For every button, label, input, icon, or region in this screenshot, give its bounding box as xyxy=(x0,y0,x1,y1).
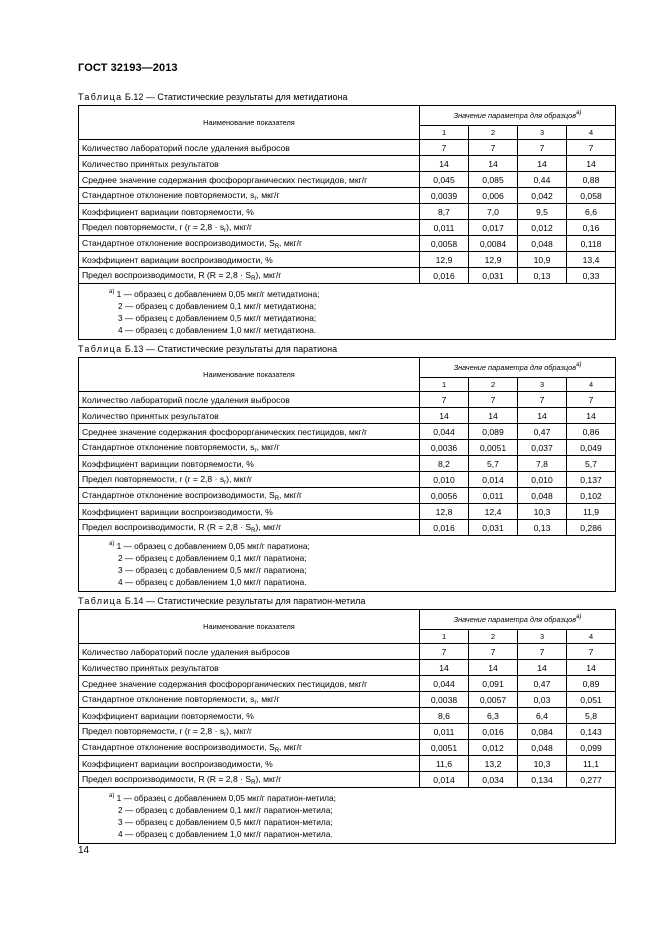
value-cell: 14 xyxy=(518,156,567,172)
footnote-row xyxy=(79,788,616,844)
results-table xyxy=(78,357,616,592)
indicator-name xyxy=(79,392,420,408)
value-cell: 13,2 xyxy=(469,756,518,772)
table-row xyxy=(79,392,616,408)
value-cell: 5,8 xyxy=(567,708,616,724)
indicator-name-text: Количество принятых результатов xyxy=(82,410,219,421)
table-label: Таблица xyxy=(78,596,123,606)
value-cell: 7 xyxy=(567,140,616,156)
footnote-line xyxy=(79,790,615,804)
table-row xyxy=(79,472,616,488)
value-cell: 0,86 xyxy=(567,424,616,440)
indicator-name xyxy=(79,220,420,236)
value-cell: 0,044 xyxy=(420,424,469,440)
document-header: ГОСТ 32193—2013 xyxy=(78,62,178,74)
sample-number-header: 2 xyxy=(469,629,518,643)
footnotes xyxy=(79,284,616,340)
indicator-name xyxy=(79,520,420,536)
indicator-unit: , мкг/г xyxy=(279,741,303,752)
footnote-marker: a) xyxy=(109,793,115,799)
value-cell: 0,011 xyxy=(469,488,518,504)
table-label: Таблица xyxy=(78,344,123,354)
footnote-marker: a) xyxy=(109,541,115,547)
indicator-subscript: R xyxy=(251,275,256,282)
indicator-name xyxy=(79,772,420,788)
footnote-text: 4 — образец с добавлением 1,0 мкг/г паратион-метила. xyxy=(118,829,333,839)
value-cell: 0,010 xyxy=(420,472,469,488)
indicator-name xyxy=(79,252,420,268)
value-cell: 0,048 xyxy=(518,488,567,504)
value-cell: 8,2 xyxy=(420,456,469,472)
indicator-name-text: Стандартное отклонение воспроизводимости, S xyxy=(82,489,275,500)
value-cell: 14 xyxy=(567,660,616,676)
value-cell: 0,0057 xyxy=(469,692,518,708)
value-cell: 10,9 xyxy=(518,252,567,268)
indicator-name xyxy=(79,660,420,676)
value-cell: 7 xyxy=(518,392,567,408)
value-cell: 7 xyxy=(518,140,567,156)
footnote-marker: a) xyxy=(576,614,582,621)
indicator-unit: ), мкг/г xyxy=(226,473,253,484)
sample-number-header: 1 xyxy=(420,125,469,139)
value-cell: 12,9 xyxy=(420,252,469,268)
footnote-line xyxy=(79,312,615,324)
value-cell: 0,0051 xyxy=(469,440,518,456)
footnote-text: 2 — образец с добавлением 0,1 мкг/г метидатиона; xyxy=(118,301,317,311)
indicator-subscript: R xyxy=(274,495,280,502)
value-cell: 0,049 xyxy=(567,440,616,456)
value-cell: 14 xyxy=(420,156,469,172)
indicator-name xyxy=(79,676,420,692)
table-row xyxy=(79,456,616,472)
sample-number-header: 4 xyxy=(567,125,616,139)
value-cell: 0,058 xyxy=(567,188,616,204)
value-cell: 7,8 xyxy=(518,456,567,472)
value-cell: 7 xyxy=(420,392,469,408)
value-cell: 0,286 xyxy=(567,520,616,536)
value-cell: 0,102 xyxy=(567,488,616,504)
value-cell: 14 xyxy=(469,408,518,424)
value-cell: 0,137 xyxy=(567,472,616,488)
table-row xyxy=(79,644,616,660)
footnote-text: 1 — образец с добавлением 0,05 мкг/г паратиона; xyxy=(116,541,310,551)
indicator-name xyxy=(79,204,420,220)
indicator-name-text: Количество лабораторий после удаления выбросов xyxy=(82,142,290,153)
value-cell: 0,017 xyxy=(469,220,518,236)
footnote-text: 2 — образец с добавлением 0,1 мкг/г паратион-метила; xyxy=(118,805,333,815)
value-cell: 12,8 xyxy=(420,504,469,520)
indicator-name xyxy=(79,188,420,204)
value-cell: 0,006 xyxy=(469,188,518,204)
table-row xyxy=(79,188,616,204)
sample-number-header: 4 xyxy=(567,377,616,391)
value-cell: 14 xyxy=(567,408,616,424)
indicator-name-text: Коэффициент вариации воспроизводимости, % xyxy=(82,254,273,265)
value-cell: 0,037 xyxy=(518,440,567,456)
table-row xyxy=(79,236,616,252)
value-cell: 7 xyxy=(469,140,518,156)
indicator-name xyxy=(79,756,420,772)
value-cell: 0,085 xyxy=(469,172,518,188)
indicator-name-text: Стандартное отклонение воспроизводимости, S xyxy=(82,741,275,752)
value-cell: 0,0058 xyxy=(420,236,469,252)
value-cell: 11,9 xyxy=(567,504,616,520)
indicator-unit: ), мкг/г xyxy=(255,521,282,532)
footnote-line xyxy=(79,828,615,840)
value-cell: 0,012 xyxy=(469,740,518,756)
value-cell: 0,44 xyxy=(518,172,567,188)
value-cell: 0,143 xyxy=(567,724,616,740)
footnote-row xyxy=(79,284,616,340)
value-cell: 0,091 xyxy=(469,676,518,692)
value-cell: 0,011 xyxy=(420,220,469,236)
column-header-name: Наименование показателя xyxy=(79,106,420,140)
table-row xyxy=(79,724,616,740)
indicator-name-text: Предел воспроизводимости, R (R = 2,8 · S xyxy=(82,269,252,280)
table-title: Б.13 — Статистические результаты для паратиона xyxy=(124,344,338,354)
footnote-text: 1 — образец с добавлением 0,05 мкг/г паратион-метила; xyxy=(116,793,336,803)
indicator-name-text: Количество принятых результатов xyxy=(82,158,219,169)
indicator-name-text: Коэффициент вариации воспроизводимости, % xyxy=(82,758,273,769)
results-table xyxy=(78,609,616,844)
value-cell: 0,277 xyxy=(567,772,616,788)
sample-number-header: 4 xyxy=(567,629,616,643)
indicator-name xyxy=(79,424,420,440)
table-row xyxy=(79,268,616,284)
sample-number-header: 1 xyxy=(420,377,469,391)
indicator-name-text: Среднее значение содержания фосфорорганических пестицидов, мкг/г xyxy=(82,174,368,185)
indicator-name xyxy=(79,504,420,520)
indicator-name xyxy=(79,408,420,424)
value-cell: 5,7 xyxy=(469,456,518,472)
table-row xyxy=(79,172,616,188)
indicator-name-text: Стандартное отклонение повторяемости, s xyxy=(82,693,255,704)
footnote-text: 3 — образец с добавлением 0,5 мкг/г паратиона; xyxy=(118,565,307,575)
indicator-name xyxy=(79,156,420,172)
value-cell: 14 xyxy=(518,660,567,676)
indicator-name xyxy=(79,268,420,284)
indicator-subscript: r xyxy=(254,699,257,706)
table-caption xyxy=(78,91,615,105)
value-cell: 0,016 xyxy=(420,520,469,536)
footnote-line xyxy=(79,552,615,564)
indicator-subscript: r xyxy=(254,447,257,454)
table-row xyxy=(79,660,616,676)
value-cell: 0,0038 xyxy=(420,692,469,708)
indicator-unit: ), мкг/г xyxy=(255,773,282,784)
indicator-subscript: R xyxy=(251,779,256,786)
indicator-subscript: R xyxy=(251,527,256,534)
indicator-subscript: r xyxy=(224,731,227,738)
value-cell: 7 xyxy=(469,644,518,660)
indicator-name xyxy=(79,456,420,472)
table-row xyxy=(79,676,616,692)
value-cell: 0,89 xyxy=(567,676,616,692)
indicator-name xyxy=(79,236,420,252)
value-cell: 0,0056 xyxy=(420,488,469,504)
value-cell: 0,031 xyxy=(469,520,518,536)
indicator-subscript: r xyxy=(224,227,227,234)
indicator-name xyxy=(79,172,420,188)
table-row xyxy=(79,772,616,788)
indicator-name-text: Предел повторяемости, r (r = 2,8 · s xyxy=(82,725,225,736)
column-header-group-text: Значение параметра для образцов xyxy=(453,363,577,373)
value-cell: 0,034 xyxy=(469,772,518,788)
header-row xyxy=(79,106,616,126)
value-cell: 7 xyxy=(469,392,518,408)
table-row xyxy=(79,156,616,172)
value-cell: 0,016 xyxy=(420,268,469,284)
value-cell: 14 xyxy=(567,156,616,172)
sample-number-header: 1 xyxy=(420,629,469,643)
indicator-name xyxy=(79,140,420,156)
indicator-name-text: Количество лабораторий после удаления выбросов xyxy=(82,394,290,405)
table-row xyxy=(79,220,616,236)
value-cell: 0,0036 xyxy=(420,440,469,456)
value-cell: 0,051 xyxy=(567,692,616,708)
value-cell: 0,084 xyxy=(518,724,567,740)
table-title: Б.14 — Статистические результаты для паратион-метила xyxy=(124,596,366,606)
column-header-group xyxy=(420,610,616,630)
header-row xyxy=(79,610,616,630)
value-cell: 0,045 xyxy=(420,172,469,188)
column-header-group-text: Значение параметра для образцов xyxy=(453,111,577,121)
value-cell: 0,47 xyxy=(518,676,567,692)
indicator-unit: , мкг/г xyxy=(256,693,280,704)
value-cell: 0,099 xyxy=(567,740,616,756)
value-cell: 9,5 xyxy=(518,204,567,220)
footnote-text: 4 — образец с добавлением 1,0 мкг/г паратиона. xyxy=(118,577,307,587)
indicator-name xyxy=(79,472,420,488)
footnote-line xyxy=(79,538,615,552)
value-cell: 0,014 xyxy=(469,472,518,488)
table-b12-block xyxy=(78,91,615,340)
footnote-line xyxy=(79,286,615,300)
table-row xyxy=(79,488,616,504)
indicator-unit: , мкг/г xyxy=(279,237,303,248)
table-row xyxy=(79,708,616,724)
column-header-name: Наименование показателя xyxy=(79,610,420,644)
indicator-unit: , мкг/г xyxy=(256,189,280,200)
value-cell: 0,031 xyxy=(469,268,518,284)
table-row xyxy=(79,252,616,268)
column-header-group-text: Значение параметра для образцов xyxy=(453,615,577,625)
value-cell: 14 xyxy=(518,408,567,424)
value-cell: 0,012 xyxy=(518,220,567,236)
value-cell: 7 xyxy=(518,644,567,660)
indicator-name-text: Коэффициент вариации повторяемости, % xyxy=(82,458,254,469)
table-row xyxy=(79,140,616,156)
footnote-line xyxy=(79,816,615,828)
value-cell: 0,010 xyxy=(518,472,567,488)
footnote-marker: a) xyxy=(576,110,582,117)
value-cell: 0,048 xyxy=(518,236,567,252)
table-b13-block xyxy=(78,343,615,592)
footnote-text: 1 — образец с добавлением 0,05 мкг/г метидатиона; xyxy=(116,289,320,299)
indicator-subscript: r xyxy=(224,479,227,486)
indicator-unit: ), мкг/г xyxy=(226,221,253,232)
table-caption xyxy=(78,343,615,357)
value-cell: 14 xyxy=(420,660,469,676)
value-cell: 0,048 xyxy=(518,740,567,756)
footnote-text: 2 — образец с добавлением 0,1 мкг/г паратиона; xyxy=(118,553,307,563)
value-cell: 5,7 xyxy=(567,456,616,472)
footnotes xyxy=(79,536,616,592)
value-cell: 0,016 xyxy=(469,724,518,740)
table-row xyxy=(79,756,616,772)
footnote-text: 3 — образец с добавлением 0,5 мкг/г метидатиона; xyxy=(118,313,317,323)
value-cell: 0,03 xyxy=(518,692,567,708)
footnote-line xyxy=(79,804,615,816)
footnote-marker: a) xyxy=(109,289,115,295)
value-cell: 0,88 xyxy=(567,172,616,188)
footnote-text: 4 — образец с добавлением 1,0 мкг/г метидатиона. xyxy=(118,325,317,335)
value-cell: 0,011 xyxy=(420,724,469,740)
table-title: Б.12 — Статистические результаты для метидатиона xyxy=(124,92,348,102)
indicator-name xyxy=(79,692,420,708)
value-cell: 8,6 xyxy=(420,708,469,724)
header-row xyxy=(79,358,616,378)
results-table xyxy=(78,105,616,340)
indicator-name xyxy=(79,708,420,724)
sample-number-header: 3 xyxy=(518,377,567,391)
indicator-name-text: Среднее значение содержания фосфорорганических пестицидов, мкг/г xyxy=(82,426,368,437)
indicator-name-text: Предел повторяемости, r (r = 2,8 · s xyxy=(82,221,225,232)
value-cell: 0,118 xyxy=(567,236,616,252)
value-cell: 6,6 xyxy=(567,204,616,220)
indicator-subscript: R xyxy=(274,243,280,250)
value-cell: 6,3 xyxy=(469,708,518,724)
table-row xyxy=(79,408,616,424)
indicator-name-text: Коэффициент вариации воспроизводимости, % xyxy=(82,506,273,517)
table-row xyxy=(79,740,616,756)
value-cell: 0,042 xyxy=(518,188,567,204)
value-cell: 0,13 xyxy=(518,268,567,284)
value-cell: 0,16 xyxy=(567,220,616,236)
value-cell: 7,0 xyxy=(469,204,518,220)
value-cell: 0,089 xyxy=(469,424,518,440)
table-row xyxy=(79,504,616,520)
indicator-name xyxy=(79,644,420,660)
indicator-name-text: Стандартное отклонение воспроизводимости, S xyxy=(82,237,275,248)
value-cell: 14 xyxy=(469,156,518,172)
indicator-name-text: Среднее значение содержания фосфорорганических пестицидов, мкг/г xyxy=(82,678,368,689)
column-header-name: Наименование показателя xyxy=(79,358,420,392)
indicator-unit: , мкг/г xyxy=(256,441,280,452)
footnote-line xyxy=(79,324,615,336)
value-cell: 12,4 xyxy=(469,504,518,520)
indicator-name-text: Коэффициент вариации повторяемости, % xyxy=(82,206,254,217)
value-cell: 7 xyxy=(567,392,616,408)
value-cell: 7 xyxy=(420,140,469,156)
value-cell: 14 xyxy=(420,408,469,424)
value-cell: 0,13 xyxy=(518,520,567,536)
table-row xyxy=(79,520,616,536)
sample-number-header: 2 xyxy=(469,125,518,139)
footnote-line xyxy=(79,564,615,576)
footnote-line xyxy=(79,576,615,588)
footnote-text: 3 — образец с добавлением 0,5 мкг/г паратион-метила; xyxy=(118,817,333,827)
sample-number-header: 3 xyxy=(518,125,567,139)
value-cell: 12,9 xyxy=(469,252,518,268)
value-cell: 11,6 xyxy=(420,756,469,772)
value-cell: 0,044 xyxy=(420,676,469,692)
value-cell: 0,0084 xyxy=(469,236,518,252)
indicator-name-text: Предел воспроизводимости, R (R = 2,8 · S xyxy=(82,521,252,532)
indicator-name-text: Предел повторяемости, r (r = 2,8 · s xyxy=(82,473,225,484)
footnote-row xyxy=(79,536,616,592)
table-row xyxy=(79,692,616,708)
value-cell: 13,4 xyxy=(567,252,616,268)
value-cell: 7 xyxy=(420,644,469,660)
value-cell: 14 xyxy=(469,660,518,676)
value-cell: 7 xyxy=(567,644,616,660)
sample-number-header: 2 xyxy=(469,377,518,391)
footnote-line xyxy=(79,300,615,312)
value-cell: 0,134 xyxy=(518,772,567,788)
value-cell: 0,47 xyxy=(518,424,567,440)
column-header-group xyxy=(420,106,616,126)
value-cell: 0,33 xyxy=(567,268,616,284)
indicator-unit: , мкг/г xyxy=(279,489,303,500)
value-cell: 0,0039 xyxy=(420,188,469,204)
indicator-name-text: Коэффициент вариации повторяемости, % xyxy=(82,710,254,721)
value-cell: 0,0051 xyxy=(420,740,469,756)
indicator-subscript: R xyxy=(274,747,280,754)
table-row xyxy=(79,424,616,440)
table-label: Таблица xyxy=(78,92,123,102)
indicator-unit: ), мкг/г xyxy=(255,269,282,280)
indicator-name-text: Количество лабораторий после удаления выбросов xyxy=(82,646,290,657)
indicator-name xyxy=(79,724,420,740)
table-b14-block xyxy=(78,595,615,844)
indicator-unit: ), мкг/г xyxy=(226,725,253,736)
indicator-subscript: r xyxy=(254,195,257,202)
footnote-marker: a) xyxy=(576,362,582,369)
sample-number-header: 3 xyxy=(518,629,567,643)
page-number: 14 xyxy=(78,845,90,856)
value-cell: 10,3 xyxy=(518,504,567,520)
indicator-name xyxy=(79,740,420,756)
value-cell: 11,1 xyxy=(567,756,616,772)
value-cell: 8,7 xyxy=(420,204,469,220)
column-header-group xyxy=(420,358,616,378)
indicator-name-text: Предел воспроизводимости, R (R = 2,8 · S xyxy=(82,773,252,784)
indicator-name xyxy=(79,440,420,456)
value-cell: 0,014 xyxy=(420,772,469,788)
footnotes xyxy=(79,788,616,844)
table-row xyxy=(79,440,616,456)
indicator-name-text: Стандартное отклонение повторяемости, s xyxy=(82,189,255,200)
value-cell: 10,3 xyxy=(518,756,567,772)
table-caption xyxy=(78,595,615,609)
value-cell: 6,4 xyxy=(518,708,567,724)
indicator-name-text: Стандартное отклонение повторяемости, s xyxy=(82,441,255,452)
indicator-name xyxy=(79,488,420,504)
indicator-name-text: Количество принятых результатов xyxy=(82,662,219,673)
table-row xyxy=(79,204,616,220)
